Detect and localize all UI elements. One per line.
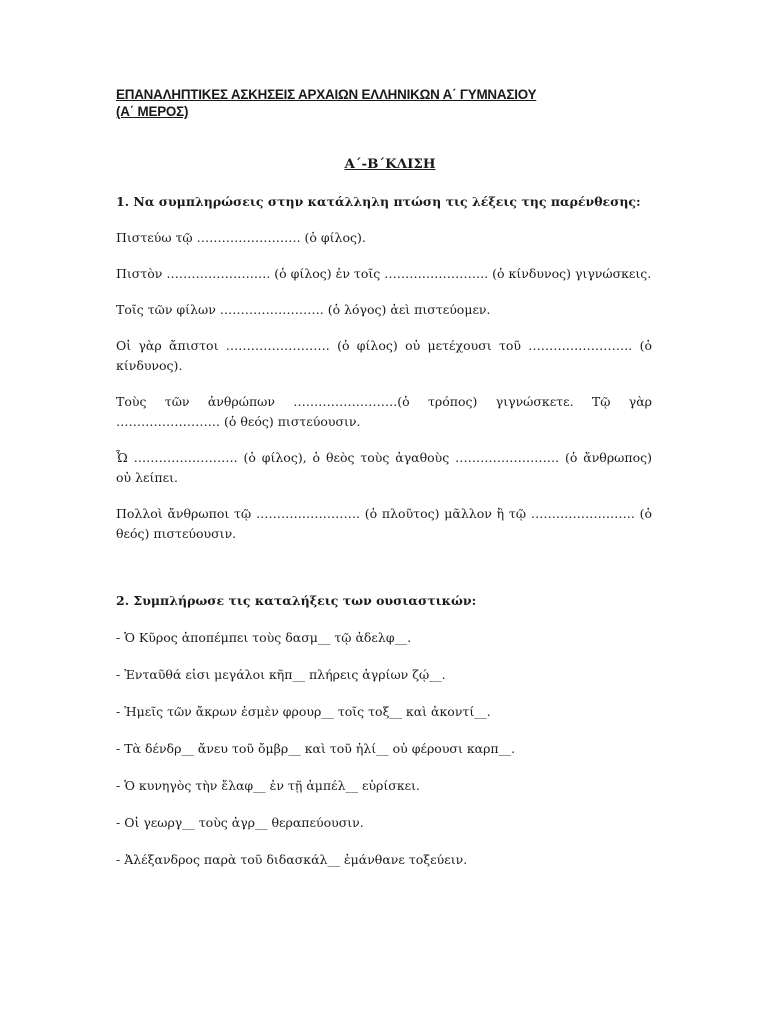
document-title-line-2: (Α΄ ΜΕΡΟΣ) <box>116 104 189 119</box>
worksheet <box>116 86 652 870</box>
exercise-1-sentence: Οἱ γὰρ ἄπιστοι ……………………. (ὁ φίλος) οὐ μετέχουσι τοῦ ……………………. (ὁ κίνδυνος). <box>116 338 652 373</box>
document-title <box>116 86 652 120</box>
exercise-2-sentence: - Ὁ κυνηγὸς τὴν ἔλαφ__ ἐν τῇ ἀμπέλ__ εὑρίσκει. <box>116 778 420 793</box>
exercise-1-sentence: Τοῖς τῶν φίλων ……………………. (ὁ λόγος) ἀεὶ πιστεύομεν. <box>116 302 491 317</box>
exercise-1-sentence: Πιστὸν ……………………. (ὁ φίλος) ἐν τοῖς ……………………. (ὁ κίνδυνος) γιγνώσκεις. <box>116 266 652 281</box>
exercise-2-sentence: - Ἀλέξανδρος παρὰ τοῦ διδασκάλ__ ἐμάνθανε τοξεύειν. <box>116 852 468 867</box>
exercise-2-sentence: - Οἱ γεωργ__ τοὺς ἀγρ__ θεραπεύουσιν. <box>116 815 364 830</box>
exercise-2-sentence: - Ἡμεῖς τῶν ἄκρων ἐσμὲν φρουρ__ τοῖς τοξ__ καὶ ἀκοντί__. <box>116 704 491 719</box>
exercise-1-sentence: Πολλοὶ ἄνθρωποι τῷ ……………………. (ὁ πλοῦτος) μᾶλλον ἢ τῷ ……………………. (ὁ θεός) πιστεύουσιν. <box>116 506 652 541</box>
exercise-1-heading: 1. Να συμπληρώσεις στην κατάλληλη πτώση τις λέξεις της παρένθεσης: <box>116 194 641 209</box>
exercise-1-sentence: Τοὺς τῶν ἀνθρώπων …………………….(ὁ τρόπος) γιγνώσκετε. Τῷ γὰρ ……………………. (ὁ θεός) πιστεύουσιν. <box>116 394 652 429</box>
exercise-2-sentence: - Τὰ δένδρ__ ἄνευ τοῦ ὄμβρ__ καὶ τοῦ ἡλί__ οὐ φέρουσι καρπ__. <box>116 741 516 756</box>
exercise-2-sentence: - Ὁ Κῦρος ἀποπέμπει τοὺς δασμ__ τῷ ἀδελφ__. <box>116 630 412 645</box>
exercise-2-sentence: - Ἐνταῦθά εἰσι μεγάλοι κῆπ__ πλήρεις ἀγρίων ζῴ__. <box>116 667 446 682</box>
exercise-1-sentence: Ὦ ……………………. (ὁ φίλος), ὁ θεὸς τοὺς ἀγαθοὺς ……………………. (ὁ ἄνθρωπος) οὐ λείπει. <box>116 450 652 485</box>
exercise-2-heading: 2. Συμπλήρωσε τις καταλήξεις των ουσιαστικών: <box>116 593 477 608</box>
exercise-1-sentence: Πιστεύω τῷ ……………………. (ὁ φίλος). <box>116 230 366 245</box>
document-title-line-1: ΕΠΑΝΑΛΗΠΤΙΚΕΣ ΑΣΚΗΣΕΙΣ ΑΡΧΑΙΩΝ ΕΛΛΗΝΙΚΩΝ Α΄ ΓΥΜΝΑΣΙΟΥ <box>116 87 537 102</box>
section-subtitle: Α΄-Β΄ΚΛΙΣΗ <box>344 156 436 172</box>
